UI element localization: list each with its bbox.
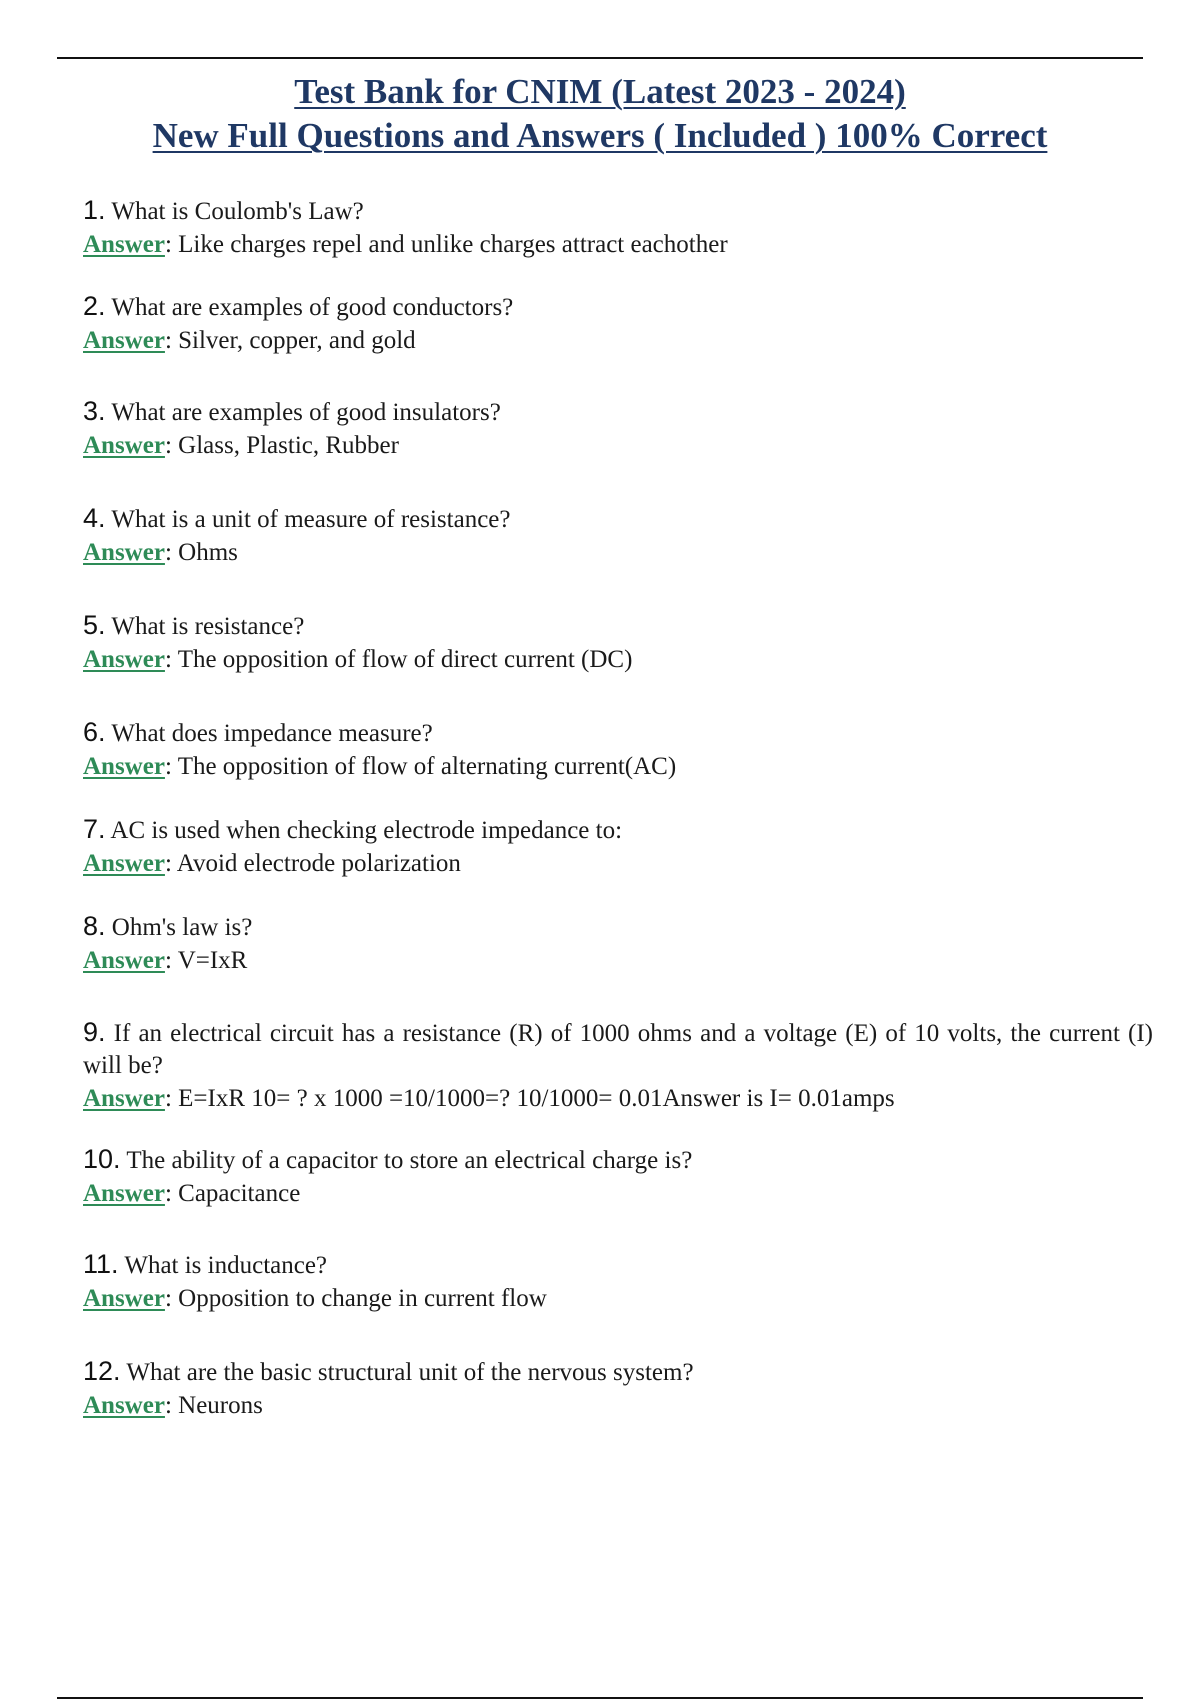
question-number: 7. <box>83 814 106 844</box>
answer-text: Answer: Opposition to change in current flow <box>83 1285 547 1312</box>
answer-label: Answer <box>83 327 165 354</box>
question-text: 4. What is a unit of measure of resistance? <box>83 503 511 533</box>
question-item <box>83 1143 1153 1210</box>
question-item <box>83 716 1153 783</box>
answer-text: Answer: Like charges repel and unlike charges attract eachother <box>83 231 728 258</box>
question-number: 10. <box>83 1144 121 1174</box>
answer-text: Answer: Capacitance <box>83 1180 301 1207</box>
question-number: 6. <box>83 717 106 747</box>
question-item <box>83 813 1153 880</box>
answer-text: Answer: The opposition of flow of alternating current(AC) <box>83 753 677 780</box>
question-item <box>83 1248 1153 1315</box>
answer-text: Answer: The opposition of flow of direct current (DC) <box>83 646 633 673</box>
question-number: 4. <box>83 503 106 533</box>
question-text: 11. What is inductance? <box>83 1249 328 1279</box>
question-text: 6. What does impedance measure? <box>83 717 433 747</box>
question-text: 10. The ability of a capacitor to store an electrical charge is? <box>83 1144 693 1174</box>
question-item <box>83 502 1153 569</box>
answer-text: Answer: E=IxR 10= ? x 1000 =10/1000=? 10/1000= 0.01Answer is I= 0.01amps <box>83 1085 895 1112</box>
question-item <box>83 910 1153 977</box>
question-text: 12. What are the basic structural unit of the nervous system? <box>83 1356 694 1386</box>
answer-label: Answer <box>83 646 165 673</box>
answer-text: Answer: Glass, Plastic, Rubber <box>83 432 399 459</box>
bottom-rule <box>57 1697 1143 1699</box>
answer-text: Answer: Silver, copper, and gold <box>83 327 416 354</box>
answer-label: Answer <box>83 850 165 877</box>
answer-label: Answer <box>83 1285 165 1312</box>
answer-text: Answer: V=IxR <box>83 947 248 974</box>
answer-label: Answer <box>83 753 165 780</box>
answer-label: Answer <box>83 539 165 566</box>
question-item <box>83 1355 1153 1422</box>
question-number: 9. <box>83 1017 106 1047</box>
question-number: 8. <box>83 911 106 941</box>
question-item <box>83 609 1153 676</box>
question-item <box>83 395 1153 462</box>
answer-label: Answer <box>83 947 165 974</box>
answer-label: Answer <box>83 1392 165 1419</box>
question-number: 2. <box>83 291 106 321</box>
answer-label: Answer <box>83 231 165 258</box>
question-text: 8. Ohm's law is? <box>83 911 253 941</box>
question-text: 5. What is resistance? <box>83 610 305 640</box>
question-item <box>83 194 1153 261</box>
answer-label: Answer <box>83 432 165 459</box>
question-text: 1. What is Coulomb's Law? <box>83 195 364 225</box>
answer-text: Answer: Avoid electrode polarization <box>83 850 461 877</box>
title-line-2: New Full Questions and Answers ( Included ) 100% Correct <box>152 116 1048 155</box>
question-number: 12. <box>83 1356 121 1386</box>
answer-label: Answer <box>83 1180 165 1207</box>
question-number: 3. <box>83 396 106 426</box>
question-number: 11. <box>83 1249 119 1279</box>
question-number: 5. <box>83 610 106 640</box>
question-text: 7. AC is used when checking electrode impedance to: <box>83 814 623 844</box>
title-line-1: Test Bank for CNIM (Latest 2023 - 2024) <box>294 72 906 111</box>
question-number: 1. <box>83 195 106 225</box>
question-text: 3. What are examples of good insulators? <box>83 396 501 426</box>
question-item <box>83 290 1153 357</box>
question-text: 2. What are examples of good conductors? <box>83 291 514 321</box>
question-item <box>83 1016 1153 1115</box>
answer-label: Answer <box>83 1085 165 1112</box>
answer-text: Answer: Ohms <box>83 539 238 566</box>
question-text: 9. If an electrical circuit has a resistance (R) of 1000 ohms and a voltage (E) of 10 volts, the current (I) will be? <box>83 1017 1154 1079</box>
answer-text: Answer: Neurons <box>83 1392 263 1419</box>
